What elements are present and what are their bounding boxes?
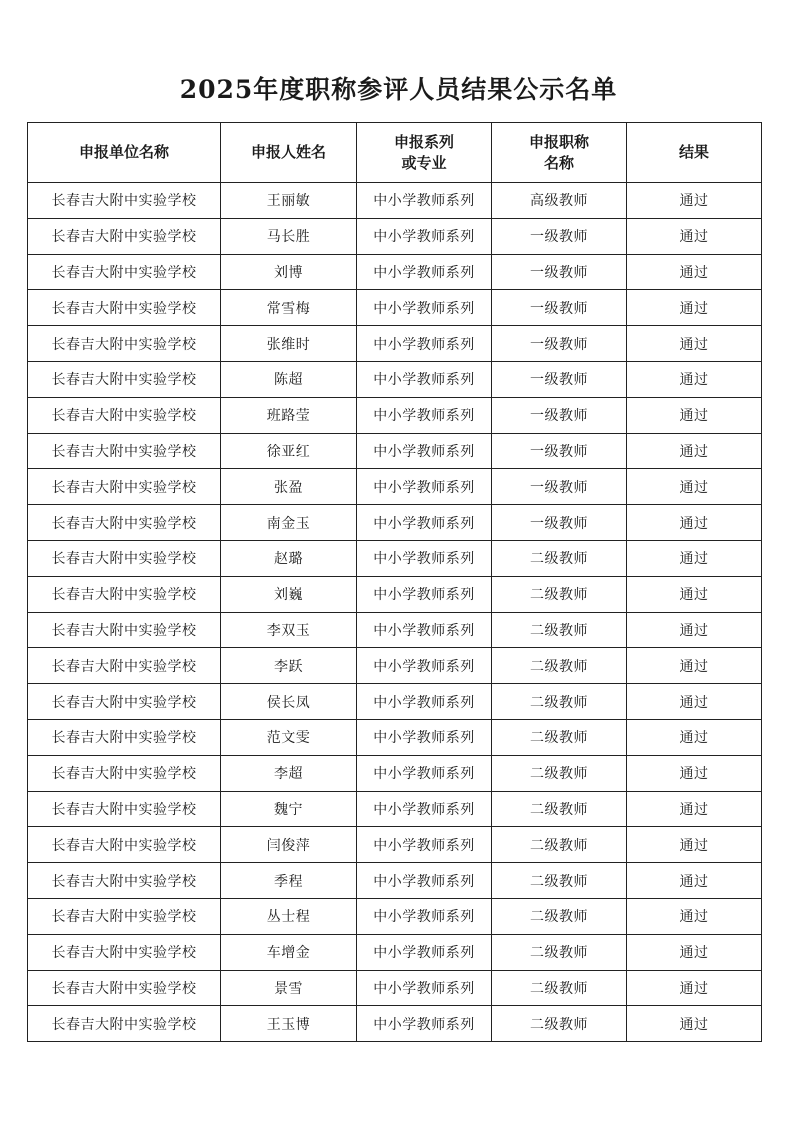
cell-unit: 长春吉大附中实验学校 xyxy=(28,218,221,254)
cell-name: 王玉博 xyxy=(221,1006,357,1042)
cell-title: 二级教师 xyxy=(492,827,627,863)
cell-name: 赵璐 xyxy=(221,540,357,576)
cell-result: 通过 xyxy=(627,970,762,1006)
cell-series: 中小学教师系列 xyxy=(357,183,492,219)
cell-name: 范文雯 xyxy=(221,719,357,755)
cell-unit: 长春吉大附中实验学校 xyxy=(28,1006,221,1042)
cell-series: 中小学教师系列 xyxy=(357,540,492,576)
cell-name: 景雪 xyxy=(221,970,357,1006)
cell-title: 一级教师 xyxy=(492,290,627,326)
cell-name: 陈超 xyxy=(221,361,357,397)
table-row xyxy=(28,684,762,720)
table-row xyxy=(28,898,762,934)
cell-name: 季程 xyxy=(221,863,357,899)
cell-result: 通过 xyxy=(627,576,762,612)
cell-series: 中小学教师系列 xyxy=(357,1006,492,1042)
cell-title: 一级教师 xyxy=(492,218,627,254)
cell-name: 侯长凤 xyxy=(221,684,357,720)
header-result: 结果 xyxy=(627,123,762,183)
cell-result: 通过 xyxy=(627,361,762,397)
header-name: 申报人姓名 xyxy=(221,123,357,183)
cell-series: 中小学教师系列 xyxy=(357,218,492,254)
cell-result: 通过 xyxy=(627,863,762,899)
cell-series: 中小学教师系列 xyxy=(357,326,492,362)
cell-unit: 长春吉大附中实验学校 xyxy=(28,827,221,863)
cell-result: 通过 xyxy=(627,326,762,362)
cell-series: 中小学教师系列 xyxy=(357,863,492,899)
cell-name: 张维时 xyxy=(221,326,357,362)
cell-result: 通过 xyxy=(627,540,762,576)
cell-name: 李双玉 xyxy=(221,612,357,648)
table-row xyxy=(28,576,762,612)
cell-title: 二级教师 xyxy=(492,719,627,755)
cell-series: 中小学教师系列 xyxy=(357,648,492,684)
cell-series: 中小学教师系列 xyxy=(357,254,492,290)
results-table xyxy=(27,122,762,1042)
cell-name: 马长胜 xyxy=(221,218,357,254)
table-body xyxy=(28,183,762,1042)
cell-title: 一级教师 xyxy=(492,326,627,362)
cell-series: 中小学教师系列 xyxy=(357,290,492,326)
cell-unit: 长春吉大附中实验学校 xyxy=(28,254,221,290)
table-row xyxy=(28,218,762,254)
cell-unit: 长春吉大附中实验学校 xyxy=(28,540,221,576)
cell-series: 中小学教师系列 xyxy=(357,361,492,397)
cell-unit: 长春吉大附中实验学校 xyxy=(28,863,221,899)
header-title xyxy=(492,123,627,183)
cell-series: 中小学教师系列 xyxy=(357,469,492,505)
cell-result: 通过 xyxy=(627,934,762,970)
cell-unit: 长春吉大附中实验学校 xyxy=(28,934,221,970)
cell-name: 闫俊萍 xyxy=(221,827,357,863)
table-row xyxy=(28,540,762,576)
table-row xyxy=(28,648,762,684)
cell-name: 王丽敏 xyxy=(221,183,357,219)
cell-series: 中小学教师系列 xyxy=(357,719,492,755)
cell-series: 中小学教师系列 xyxy=(357,397,492,433)
header-series-line2: 或专业 xyxy=(401,153,447,172)
cell-title: 二级教师 xyxy=(492,612,627,648)
cell-title: 二级教师 xyxy=(492,755,627,791)
header-row xyxy=(28,123,762,183)
cell-name: 刘博 xyxy=(221,254,357,290)
cell-title: 高级教师 xyxy=(492,183,627,219)
cell-result: 通过 xyxy=(627,648,762,684)
table-row xyxy=(28,254,762,290)
cell-name: 班路莹 xyxy=(221,397,357,433)
header-unit: 申报单位名称 xyxy=(28,123,221,183)
cell-title: 二级教师 xyxy=(492,898,627,934)
cell-title: 二级教师 xyxy=(492,684,627,720)
cell-result: 通过 xyxy=(627,719,762,755)
header-title-line1: 申报职称 xyxy=(528,132,589,151)
cell-unit: 长春吉大附中实验学校 xyxy=(28,326,221,362)
cell-unit: 长春吉大附中实验学校 xyxy=(28,791,221,827)
cell-title: 二级教师 xyxy=(492,540,627,576)
cell-result: 通过 xyxy=(627,1006,762,1042)
cell-unit: 长春吉大附中实验学校 xyxy=(28,648,221,684)
cell-series: 中小学教师系列 xyxy=(357,684,492,720)
table-row xyxy=(28,827,762,863)
cell-title: 一级教师 xyxy=(492,505,627,541)
cell-unit: 长春吉大附中实验学校 xyxy=(28,361,221,397)
table-row xyxy=(28,505,762,541)
table-row xyxy=(28,612,762,648)
cell-result: 通过 xyxy=(627,898,762,934)
cell-result: 通过 xyxy=(627,791,762,827)
cell-series: 中小学教师系列 xyxy=(357,934,492,970)
cell-unit: 长春吉大附中实验学校 xyxy=(28,505,221,541)
cell-title: 二级教师 xyxy=(492,1006,627,1042)
cell-unit: 长春吉大附中实验学校 xyxy=(28,576,221,612)
table-row xyxy=(28,361,762,397)
cell-unit: 长春吉大附中实验学校 xyxy=(28,755,221,791)
cell-result: 通过 xyxy=(627,612,762,648)
cell-title: 二级教师 xyxy=(492,970,627,1006)
table-header xyxy=(28,123,762,183)
cell-unit: 长春吉大附中实验学校 xyxy=(28,970,221,1006)
cell-name: 常雪梅 xyxy=(221,290,357,326)
page-title: 2025年度职称参评人员结果公示名单 xyxy=(179,75,618,104)
cell-unit: 长春吉大附中实验学校 xyxy=(28,397,221,433)
cell-title: 二级教师 xyxy=(492,863,627,899)
table-row xyxy=(28,326,762,362)
table-row xyxy=(28,970,762,1006)
header-title-line2: 名称 xyxy=(543,153,574,172)
cell-title: 一级教师 xyxy=(492,361,627,397)
header-series xyxy=(357,123,492,183)
table-row xyxy=(28,755,762,791)
cell-series: 中小学教师系列 xyxy=(357,505,492,541)
cell-unit: 长春吉大附中实验学校 xyxy=(28,433,221,469)
cell-result: 通过 xyxy=(627,469,762,505)
cell-title: 二级教师 xyxy=(492,934,627,970)
cell-series: 中小学教师系列 xyxy=(357,576,492,612)
cell-unit: 长春吉大附中实验学校 xyxy=(28,290,221,326)
cell-title: 一级教师 xyxy=(492,469,627,505)
cell-result: 通过 xyxy=(627,827,762,863)
cell-result: 通过 xyxy=(627,755,762,791)
cell-name: 丛士程 xyxy=(221,898,357,934)
cell-name: 南金玉 xyxy=(221,505,357,541)
cell-unit: 长春吉大附中实验学校 xyxy=(28,684,221,720)
table-row xyxy=(28,290,762,326)
cell-series: 中小学教师系列 xyxy=(357,612,492,648)
cell-series: 中小学教师系列 xyxy=(357,791,492,827)
cell-unit: 长春吉大附中实验学校 xyxy=(28,469,221,505)
cell-series: 中小学教师系列 xyxy=(357,433,492,469)
cell-series: 中小学教师系列 xyxy=(357,898,492,934)
cell-result: 通过 xyxy=(627,505,762,541)
header-series-line1: 申报系列 xyxy=(393,132,454,151)
cell-name: 李超 xyxy=(221,755,357,791)
cell-result: 通过 xyxy=(627,684,762,720)
cell-result: 通过 xyxy=(627,183,762,219)
cell-name: 车增金 xyxy=(221,934,357,970)
cell-result: 通过 xyxy=(627,433,762,469)
table-row xyxy=(28,397,762,433)
cell-title: 一级教师 xyxy=(492,433,627,469)
cell-name: 李跃 xyxy=(221,648,357,684)
table-row xyxy=(28,433,762,469)
cell-unit: 长春吉大附中实验学校 xyxy=(28,719,221,755)
cell-title: 二级教师 xyxy=(492,576,627,612)
table-row xyxy=(28,791,762,827)
cell-title: 二级教师 xyxy=(492,791,627,827)
table-row xyxy=(28,183,762,219)
cell-name: 刘巍 xyxy=(221,576,357,612)
cell-unit: 长春吉大附中实验学校 xyxy=(28,183,221,219)
cell-title: 一级教师 xyxy=(492,397,627,433)
cell-result: 通过 xyxy=(627,254,762,290)
cell-name: 魏宁 xyxy=(221,791,357,827)
cell-title: 二级教师 xyxy=(492,648,627,684)
cell-series: 中小学教师系列 xyxy=(357,755,492,791)
cell-result: 通过 xyxy=(627,218,762,254)
cell-series: 中小学教师系列 xyxy=(357,970,492,1006)
cell-series: 中小学教师系列 xyxy=(357,827,492,863)
cell-unit: 长春吉大附中实验学校 xyxy=(28,612,221,648)
table-row xyxy=(28,469,762,505)
cell-title: 一级教师 xyxy=(492,254,627,290)
table-row xyxy=(28,863,762,899)
cell-name: 张盈 xyxy=(221,469,357,505)
cell-name: 徐亚红 xyxy=(221,433,357,469)
cell-result: 通过 xyxy=(627,397,762,433)
cell-unit: 长春吉大附中实验学校 xyxy=(28,898,221,934)
table-row xyxy=(28,719,762,755)
cell-result: 通过 xyxy=(627,290,762,326)
table-row xyxy=(28,1006,762,1042)
table-row xyxy=(28,934,762,970)
